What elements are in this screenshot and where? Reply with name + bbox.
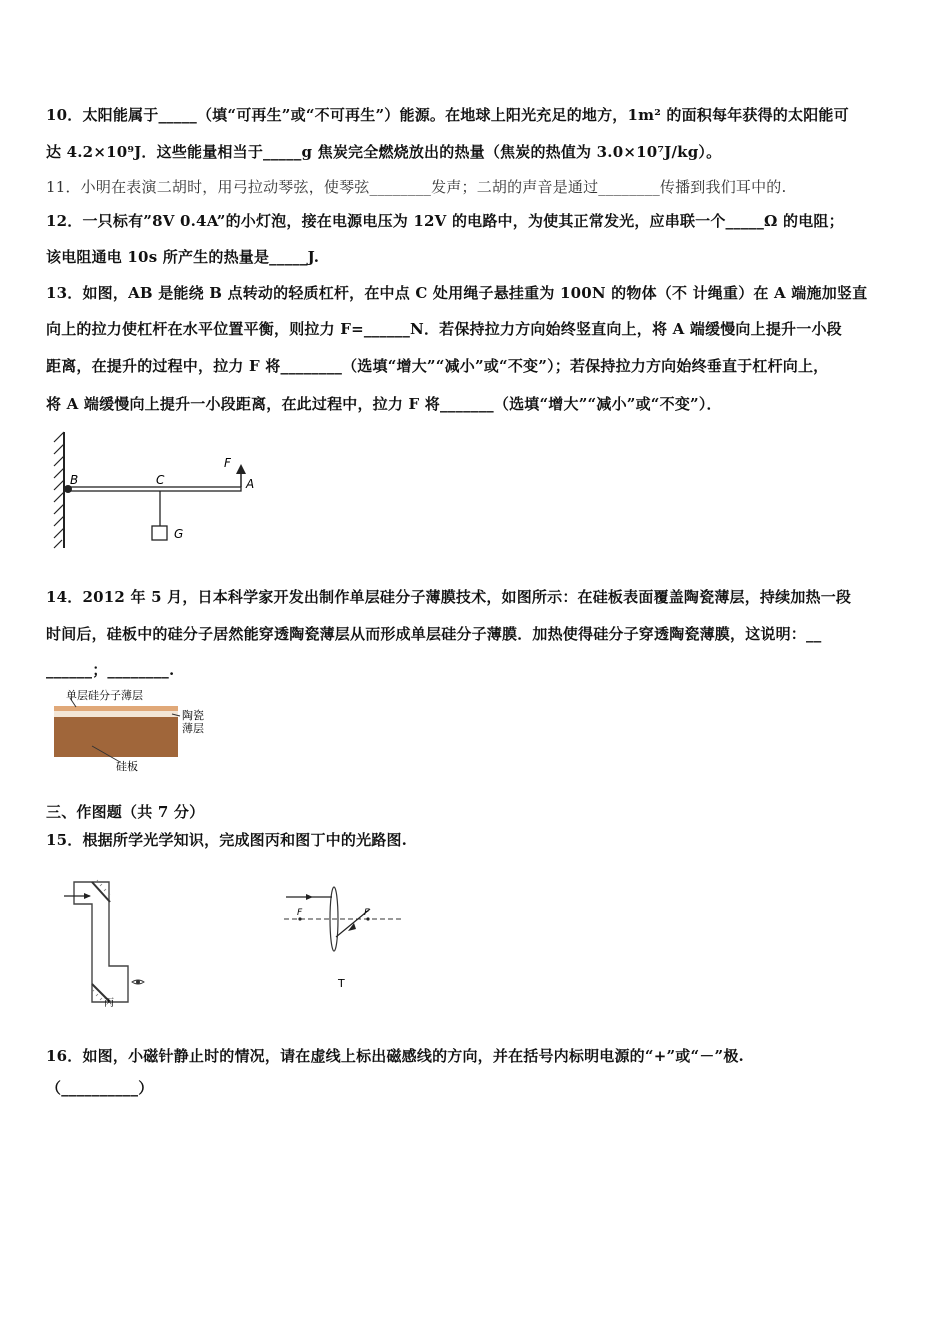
ceramic-layer	[54, 711, 178, 717]
label-f-left: F	[297, 908, 303, 918]
silicon-film-figure	[52, 686, 222, 776]
lever-bar	[66, 487, 241, 491]
label-a: A	[246, 477, 255, 491]
periscope-body	[74, 882, 128, 1002]
section-3-title: 三、作图题（共 7 分）	[46, 803, 205, 821]
weight-box	[152, 526, 167, 540]
incident-ray-parallel-arrow	[306, 894, 313, 900]
q14-line-1: 14．2012 年 5 月，日本科学家开发出制作单层硅分子薄膜技术，如图所示：在硅板表面覆盖陶瓷薄层，持续加热一段	[46, 588, 852, 606]
incident-ray-arrow	[84, 893, 91, 899]
label-f: F	[224, 456, 231, 470]
label-b: B	[70, 473, 79, 487]
q12-line-2: 该电阻通电 10s 所产生的热量是_____J.	[46, 248, 320, 266]
q13-line-1: 13．如图，AB 是能绕 B 点转动的轻质杠杆，在中点 C 处用绳子悬挂重为 100N 的物体（不 计绳重）在 A 端施加竖直	[46, 284, 868, 302]
lever-figure	[50, 430, 270, 555]
label-c: C	[156, 473, 165, 487]
label-g: G	[174, 527, 184, 541]
lens-figure	[284, 885, 404, 995]
force-arrow-head	[236, 464, 246, 474]
q13-line-3: 距离，在提升的过程中，拉力 F 将________（选填“增大”“减小”或“不变”）；若保持拉力方向始终垂直于杠杆向上，	[46, 357, 829, 375]
q16-line-2: （__________）	[46, 1079, 154, 1097]
label-ceramic-1: 陶瓷	[182, 709, 204, 722]
label-ding: T	[338, 977, 345, 990]
q16-line-1: 16．如图，小磁针静止时的情况，请在虚线上标出磁感线的方向，并在括号内标明电源的“+”或“－”极.	[46, 1047, 744, 1065]
label-ceramic-2: 薄层	[182, 722, 204, 735]
q14-line-2: 时间后，硅板中的硅分子居然能穿透陶瓷薄层从而形成单层硅分子薄膜．加热使得硅分子穿透陶瓷薄膜，这说明：__	[46, 625, 822, 643]
label-bing: 丙	[104, 998, 114, 1008]
q12-line-1: 12．一只标有”8V 0.4A”的小灯泡，接在电源电压为 12V 的电路中，为使其正常发光，应串联一个_____Ω 的电阻；	[46, 212, 844, 230]
label-f-right: F	[364, 908, 370, 918]
q11-line-1: 11．小明在表演二胡时，用弓拉动琴弦，使琴弦________发声；二胡的声音是通过________传播到我们耳中的.	[46, 178, 787, 196]
q10-line-2: 达 4.2×10⁹J．这些能量相当于_____g 焦炭完全燃烧放出的热量（焦炭的热值为 3.0×10⁷J/kg）。	[46, 143, 722, 161]
eye-icon	[132, 980, 144, 984]
q15-line-1: 15．根据所学光学知识，完成图丙和图丁中的光路图.	[46, 831, 408, 849]
wall-hatching	[54, 432, 64, 548]
silicon-board	[54, 717, 178, 757]
q13-line-4: 将 A 端缓慢向上提升一小段距离，在此过程中，拉力 F 将_______（选填“增大”“减小”或“不变”）．	[46, 395, 722, 413]
q10-line-1: 10．太阳能属于_____（填“可再生”或“不可再生”）能源。在地球上阳光充足的地方，1m² 的面积每年获得的太阳能可	[46, 106, 849, 124]
label-silicon: 硅板	[116, 760, 138, 773]
film-layer	[54, 706, 178, 711]
label-film: 单层硅分子薄层	[66, 689, 143, 702]
q14-line-3: ______；________.	[46, 661, 175, 679]
periscope-figure	[64, 878, 164, 1008]
q13-line-2: 向上的拉力使杠杆在水平位置平衡，则拉力 F=______N．若保持拉力方向始终竖直向上，将 A 端缓慢向上提升一小段	[46, 320, 842, 338]
